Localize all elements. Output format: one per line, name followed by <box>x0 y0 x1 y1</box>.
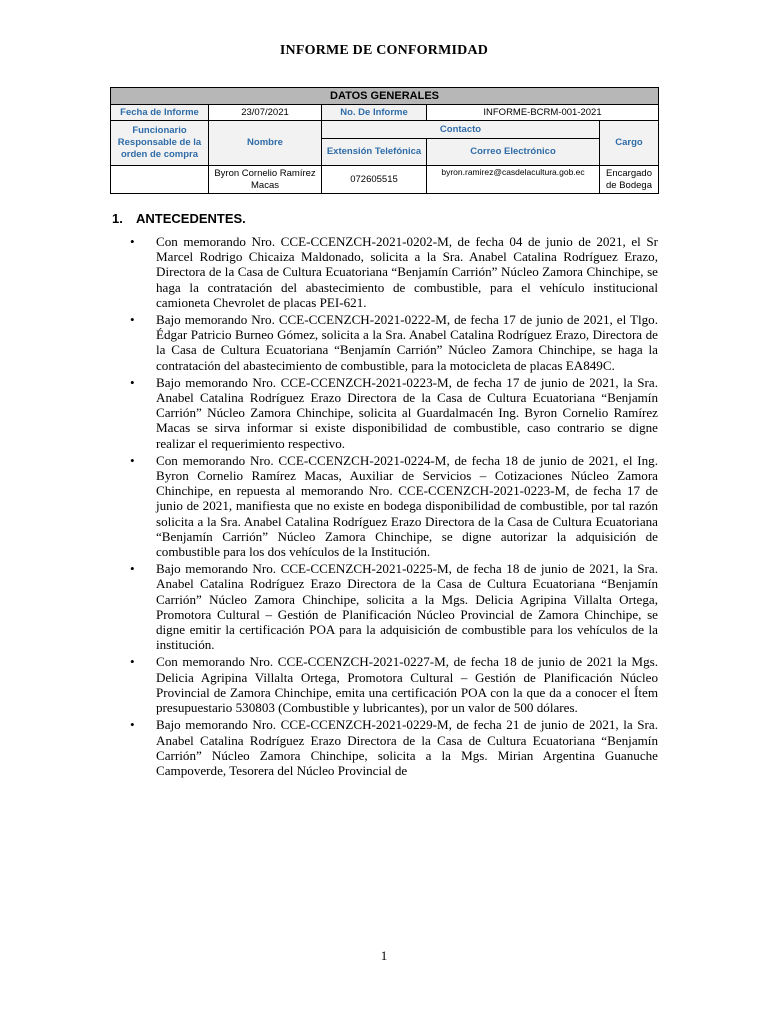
nombre-value: Byron Cornelio Ramírez Macas <box>209 166 322 194</box>
bullet-icon: • <box>130 374 135 390</box>
section-heading <box>112 211 246 226</box>
correo-label: Correo Electrónico <box>427 139 600 166</box>
list-item <box>130 654 658 715</box>
list-item-text: Con memorando Nro. CCE-CCENZCH-2021-0202-M, de fecha 04 de junio de 2021, el Sr Marcel Rodrigo Chicaiza Maldonado, solicita a la Sra. Anabel Catalina Rodríguez Erazo, Directora de la Casa de Cultura Ecuatoriana “Benjamín Carrión” Núcleo Zamora Chinchipe, se haga la contratación del abastecimiento de combustible, para el vehículo institucional camioneta Chevrolet de placas PEI-621. <box>156 234 658 310</box>
table-header: DATOS GENERALES <box>111 88 659 105</box>
bullet-icon: • <box>130 452 135 468</box>
antecedentes-list <box>130 234 658 780</box>
cargo-value: Encargado de Bodega <box>600 166 659 194</box>
list-item <box>130 375 658 451</box>
list-item <box>130 234 658 310</box>
no-informe-label: No. De Informe <box>322 105 427 121</box>
list-item-text: Con memorando Nro. CCE-CCENZCH-2021-0224-M, de fecha 18 de junio de 2021, el Ing. Byron Cornelio Ramírez Macas, Auxiliar de Servicios – Cotizaciones Núcleo Zamora Chinchipe, en repuesta al memorando Nro. CCE-CCENZCH-2021-0223-M, de fecha 17 de junio de 2021, manifiesta que no existe en bodega disponibilidad de combustible, por tal razón solicita a la Sra. Anabel Catalina Rodríguez Erazo Directora de la Casa de Cultura Ecuatoriana “Benjamín Carrión” Núcleo Zamora Chinchipe, se digne autorizar la adquisición de combustible para los dos vehículos de la Institución. <box>156 452 658 560</box>
no-informe-value: INFORME-BCRM-001-2021 <box>427 105 659 121</box>
section-title: ANTECEDENTES. <box>136 211 246 226</box>
fecha-value: 23/07/2021 <box>209 105 322 121</box>
bullet-icon: • <box>130 561 135 577</box>
general-data-table <box>110 87 659 194</box>
bullet-icon: • <box>130 717 135 733</box>
fecha-label: Fecha de Informe <box>111 105 209 121</box>
bullet-icon: • <box>130 234 135 249</box>
page-number: 1 <box>380 948 388 963</box>
correo-value: byron.ramirez@casdelacultura.gob.ec <box>427 166 600 194</box>
list-item-text: Bajo memorando Nro. CCE-CCENZCH-2021-0223-M, de fecha 17 de junio de 2021, la Sra. Anabel Catalina Rodríguez Erazo Directora de la Casa de Cultura Ecuatoriana “Benjamín Carrión” Núcleo Zamora Chinchipe, solicita al Guardalmacén Ing. Byron Cornelio Ramírez Macas se sirva informar si existe disponibilidad de combustible, caso contrario se digne realizar el requerimiento respectivo. <box>156 374 658 451</box>
bullet-icon: • <box>130 312 135 328</box>
list-item-text: Bajo memorando Nro. CCE-CCENZCH-2021-0229-M, de fecha 21 de junio de 2021, la Sra. Anabel Catalina Rodríguez Erazo Directora de la Casa de Cultura Ecuatoriana “Benjamín Carrión” Núcleo Zamora Chinchipe, solicita a la Mgs. Mirian Argentina Guanuche Campoverde, Tesorera del Núcleo Provincial de <box>156 717 658 778</box>
document-title: INFORME DE CONFORMIDAD <box>279 43 489 58</box>
list-item <box>130 717 658 778</box>
list-item <box>130 312 658 373</box>
nombre-label: Nombre <box>209 121 322 166</box>
funcionario-label: Funcionario Responsable de la orden de compra <box>111 121 209 166</box>
extension-value: 072605515 <box>322 166 427 194</box>
list-item-text: Con memorando Nro. CCE-CCENZCH-2021-0227-M, de fecha 18 de junio de 2021 la Mgs. Delicia Agripina Villalta Ortega, Promotora Cultural – Gestión de Planificación Núcleo Provincial de Zamora Chinchipe, emita una certificación POA con la que da a conocer el Ítem presupuestario 530803 (Combustible y lubricantes), por un valor de 500 dólares. <box>156 654 658 716</box>
cargo-label: Cargo <box>600 121 659 166</box>
extension-label: Extensión Telefónica <box>322 139 427 166</box>
list-item-text: Bajo memorando Nro. CCE-CCENZCH-2021-0222-M, de fecha 17 de junio de 2021, el Tlgo. Édgar Patricio Burneo Gómez, solicita a la Sra. Anabel Catalina Rodríguez Erazo, Directora de la Casa de Cultura Ecuatoriana “Benjamín Carrión” Núcleo Zamora Chinchipe, se haga la contratación del abastecimiento de combustible, para la motocicleta de placas EA849C. <box>156 312 658 373</box>
section-number: 1. <box>112 211 123 226</box>
list-item <box>130 453 658 559</box>
list-item <box>130 561 658 652</box>
contacto-label: Contacto <box>322 121 600 139</box>
bullet-icon: • <box>130 654 135 670</box>
list-item-text: Bajo memorando Nro. CCE-CCENZCH-2021-0225-M, de fecha 18 de junio de 2021, la Sra. Anabel Catalina Rodríguez Erazo Directora de la Casa de Cultura Ecuatoriana “Benjamín Carrión” Núcleo Zamora Chinchipe, solicita a la Mgs. Delicia Agripina Villalta Ortega, Promotora Cultural – Gestión de Planificación Núcleo Provincial de Zamora Chinchipe, se digne emitir la certificación POA para la adquisición de combustible para los vehículos de la institución. <box>156 561 658 653</box>
